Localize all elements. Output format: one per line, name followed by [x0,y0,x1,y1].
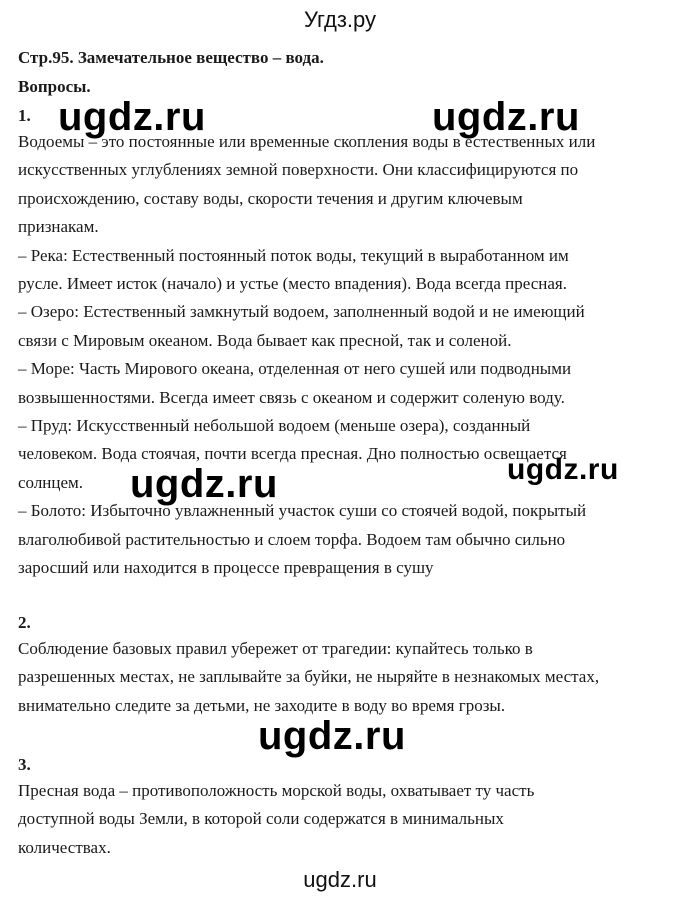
questions-heading: Вопросы. [18,77,91,96]
answer-2-line: разрешенных местах, не заплывайте за буйки, не ныряйте в незнакомых местах, [18,667,600,687]
answer-1-number: 1. [18,106,31,125]
answer-1-line: – Пруд: Искусственный небольшой водоем (меньше озера), созданный [18,416,531,436]
answer-3-line: Пресная вода – противоположность морской воды, охватывает ту часть [18,781,535,800]
site-header: Угдз.ру [303,7,377,32]
answer-1-line: заросший или находится в процессе превращения в сушу [18,558,434,578]
watermark: ugdz.ru [58,95,206,139]
answer-1-line: человеком. Вода стоячая, почти всегда пресная. Дно полностью освещается [18,444,567,464]
answer-2-line: Соблюдение базовых правил убережет от трагедии: купайтесь только в [18,639,533,658]
answer-3-number: 3. [18,755,31,774]
answer-1-line: русле. Имеет исток (начало) и устье (место впадения). Вода всегда пресная. [18,274,567,294]
answer-1-line: – Море: Часть Мирового океана, отделенная от него сушей или подводными [18,359,572,379]
answer-1-line: признакам. [18,217,99,237]
answer-1-line: возвышенностями. Всегда имеет связь с океаном и содержит соленую воду. [18,387,565,407]
answer-3-text [18,777,668,862]
answer-1-line: влаголюбивой растительностью и слоем торфа. Водоем там обычно сильно [18,529,566,549]
answer-1-line: искусственных углублениях земной поверхности. Они классифицируются по [18,160,579,180]
answer-1-line: происхождению, составу воды, скорости течения и другим ключевым [18,188,523,208]
answer-1-line: – Река: Естественный постоянный поток воды, текущий в выработанном им [18,245,569,265]
answer-1-text [18,128,668,583]
watermark: ugdz.ru [432,95,580,139]
answer-2-text [18,635,668,720]
answer-1-line: – Озеро: Естественный замкнутый водоем, заполненный водой и не имеющий [18,302,585,322]
answer-2-line: внимательно следите за детьми, не заходите в воду во время грозы. [18,695,506,715]
answer-1-line: Водоемы – это постоянные или временные скопления воды в естественных или [18,132,596,151]
answer-3-line: количествах. [18,837,111,857]
watermark: ugdz.ru [258,714,406,758]
footer-site-mark: ugdz.ru [303,867,377,892]
answer-1-line: – Болото: Избыточно увлажненный участок суши со стоячей водой, покрытый [18,501,587,521]
page-title: Стр.95. Замечательное вещество – вода. [18,48,324,67]
watermark: ugdz.ru [130,462,278,506]
answer-1-line: связи с Мировым океаном. Вода бывает как пресной, так и соленой. [18,330,512,350]
answer-2-number: 2. [18,613,31,632]
answer-3-line: доступной воды Земли, в которой соли содержатся в минимальных [18,809,504,829]
watermark: ugdz.ru [507,453,619,486]
answer-1-line: солнцем. [18,472,84,492]
